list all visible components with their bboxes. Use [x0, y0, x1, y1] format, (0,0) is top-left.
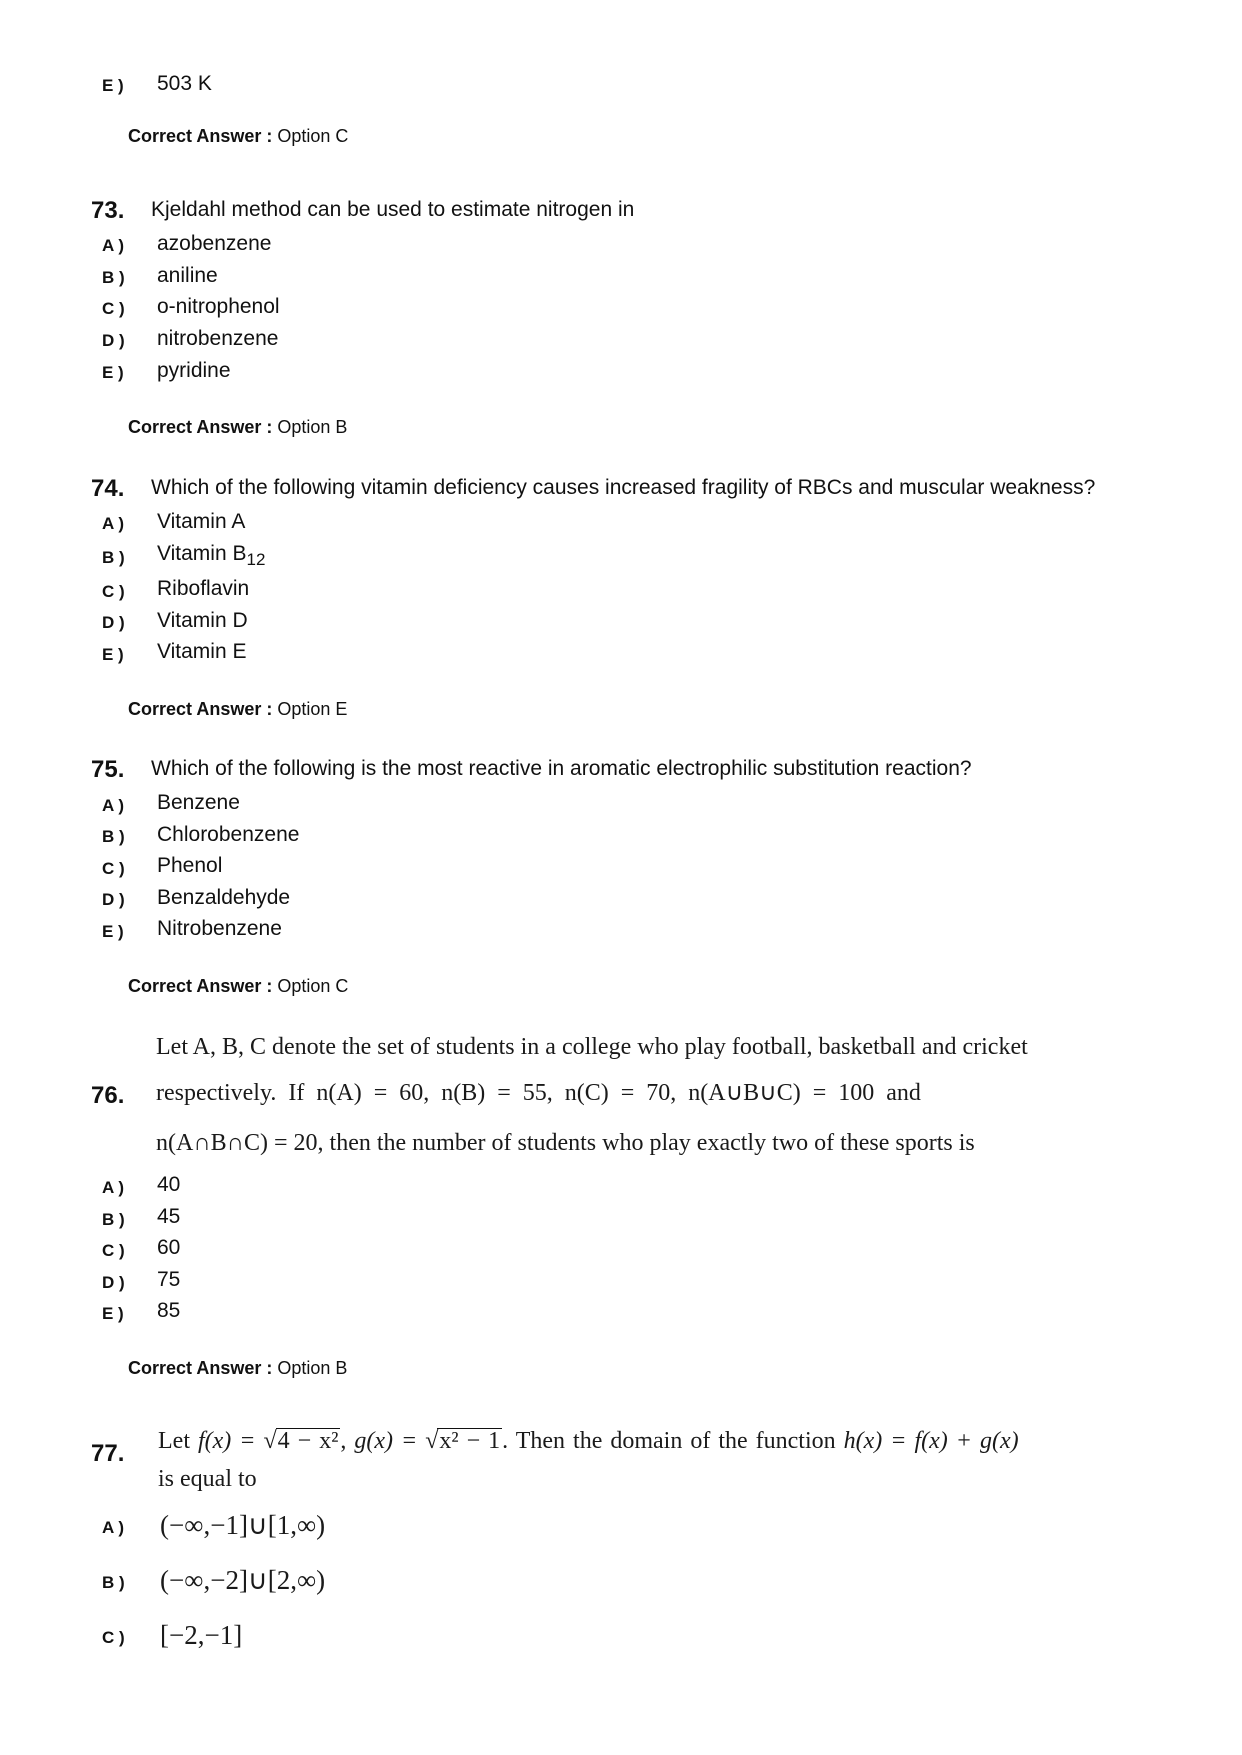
option-text: Chlorobenzene	[157, 823, 300, 846]
question-number: 77.	[91, 1440, 125, 1467]
option-text: aniline	[157, 264, 218, 287]
option-text: Nitrobenzene	[157, 917, 282, 940]
question-text-line: Let A, B, C denote the set of students in a college who play football, basketball and cricket	[156, 1034, 1028, 1060]
option-text: Vitamin A	[157, 510, 246, 533]
correct-answer	[128, 1358, 347, 1379]
question-text-line: n(A∩B∩C) = 20, then the number of students who play exactly two of these sports is	[156, 1130, 975, 1156]
option-letter: A )	[102, 236, 125, 255]
option-letter: C )	[102, 1628, 125, 1647]
question-text-line: is equal to	[158, 1466, 257, 1492]
question-number: 74.	[91, 475, 125, 502]
correct-answer-label: Correct Answer :	[128, 126, 273, 146]
question-text: Which of the following is the most reactive in aromatic electrophilic substitution reaction?	[151, 757, 972, 780]
correct-answer-value: Option E	[277, 699, 348, 719]
option-letter: D )	[102, 890, 125, 909]
text-comma: ,	[340, 1428, 347, 1454]
option-letter: C )	[102, 1241, 125, 1260]
option-text: Benzaldehyde	[157, 886, 291, 909]
option-letter: B )	[102, 1573, 125, 1592]
option-text: 85	[157, 1299, 181, 1322]
option-text-main: Vitamin B	[157, 542, 247, 565]
option-text: (−∞,−1]∪[1,∞)	[160, 1510, 326, 1540]
sqrt-f-radicand: 4 − x²	[277, 1428, 339, 1454]
question-number: 73.	[91, 197, 125, 224]
option-letter: E )	[102, 922, 124, 941]
option-letter: E )	[102, 76, 124, 95]
function-h: h(x) = f(x) + g(x)	[843, 1428, 1019, 1454]
question-text-line: respectively. If n(A) = 60, n(B) = 55, n(C) = 70, n(A∪B∪C) = 100 and	[156, 1080, 921, 1106]
option-text: Vitamin E	[157, 640, 247, 663]
option-letter: C )	[102, 859, 125, 878]
option-letter: B )	[102, 268, 125, 287]
function-f: f(x) =	[197, 1428, 264, 1454]
question-number: 76.	[91, 1082, 125, 1109]
correct-answer	[128, 976, 348, 997]
correct-answer-label: Correct Answer :	[128, 417, 273, 437]
option-text: Riboflavin	[157, 577, 250, 600]
option-letter: A )	[102, 514, 125, 533]
option-letter: B )	[102, 548, 125, 567]
option-letter: A )	[102, 796, 125, 815]
function-g: g(x) =	[354, 1428, 426, 1454]
option-text: Benzene	[157, 791, 240, 814]
option-letter: A )	[102, 1178, 125, 1197]
correct-answer-label: Correct Answer :	[128, 976, 273, 996]
question-text-line: Let f(x) = √4 − x², g(x) = √x² − 1. Then the domain of the function h(x) = f(x) + g(x)	[158, 1428, 1019, 1454]
option-text: 45	[157, 1205, 181, 1228]
option-text: azobenzene	[157, 232, 272, 255]
option-letter: B )	[102, 1210, 125, 1229]
option-letter: B )	[102, 827, 125, 846]
option-text: 40	[157, 1173, 181, 1196]
option-letter: E )	[102, 645, 124, 664]
correct-answer-value: Option B	[277, 417, 348, 437]
option-text: Vitamin D	[157, 609, 248, 632]
correct-answer-value: Option C	[277, 976, 349, 996]
option-letter: A )	[102, 1518, 125, 1537]
text-then: . Then the domain of the function	[502, 1428, 836, 1454]
option-letter: D )	[102, 331, 125, 350]
option-letter: D )	[102, 613, 125, 632]
option-text: 503 K	[157, 72, 212, 95]
question-text: Kjeldahl method can be used to estimate nitrogen in	[151, 198, 635, 221]
option-text: 75	[157, 1268, 181, 1291]
correct-answer-label: Correct Answer :	[128, 1358, 273, 1378]
correct-answer	[128, 126, 348, 147]
correct-answer-label: Correct Answer :	[128, 699, 273, 719]
option-text	[157, 542, 265, 570]
option-text: [−2,−1]	[160, 1620, 243, 1650]
question-number: 75.	[91, 756, 125, 783]
correct-answer-value: Option B	[277, 1358, 348, 1378]
subscript: 12	[246, 550, 266, 569]
option-text: nitrobenzene	[157, 327, 279, 350]
option-text: Phenol	[157, 854, 223, 877]
correct-answer	[128, 417, 347, 438]
text-let: Let	[158, 1428, 190, 1454]
correct-answer-value: Option C	[277, 126, 349, 146]
option-letter: D )	[102, 1273, 125, 1292]
question-text: Which of the following vitamin deficiency causes increased fragility of RBCs and muscular weakness?	[151, 476, 1096, 499]
option-letter: E )	[102, 1304, 124, 1323]
option-text: 60	[157, 1236, 181, 1259]
option-letter: E )	[102, 363, 124, 382]
option-text: (−∞,−2]∪[2,∞)	[160, 1565, 326, 1595]
correct-answer	[128, 699, 347, 720]
sqrt-g-radicand: x² − 1	[439, 1428, 501, 1454]
option-letter: C )	[102, 299, 125, 318]
option-text: o-nitrophenol	[157, 295, 280, 318]
option-text: pyridine	[157, 359, 231, 382]
option-letter: C )	[102, 582, 125, 601]
